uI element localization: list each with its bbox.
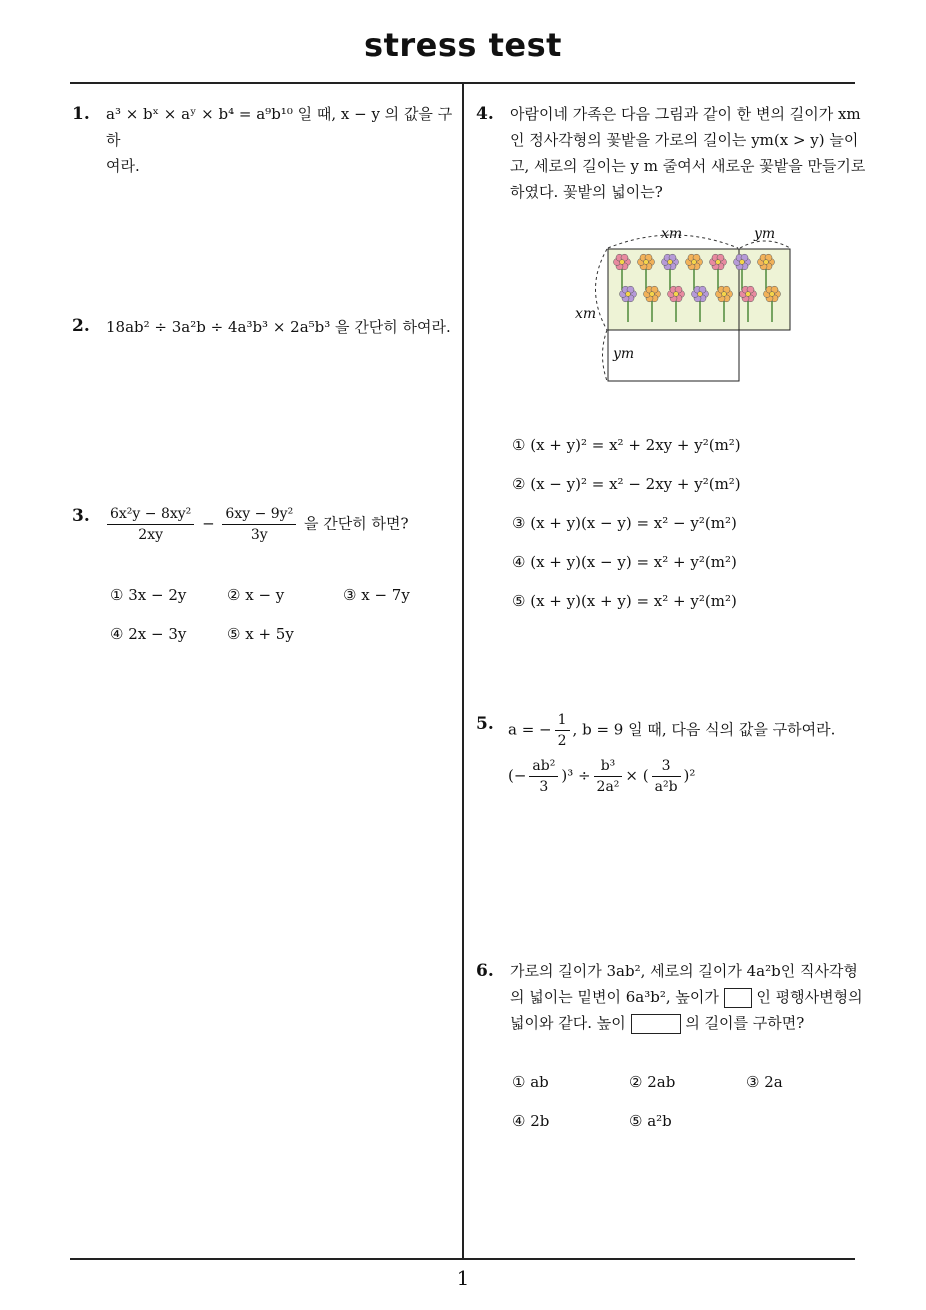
question-6-line-3 xyxy=(510,1010,863,1036)
page-title: stress test xyxy=(364,26,562,64)
footer-rule xyxy=(70,1258,855,1260)
fraction-2 xyxy=(222,504,296,545)
question-4-choice-1[interactable]: ① (x + y)² = x² + 2xy + y²(m²) xyxy=(512,436,741,454)
height-blank-box xyxy=(724,988,752,1008)
page-number: 1 xyxy=(456,1266,470,1290)
question-3-choice-5[interactable]: ⑤ x + 5y xyxy=(227,625,294,643)
a-fraction-denominator: 2 xyxy=(557,733,567,749)
left-y-arc xyxy=(603,330,608,381)
left-x-arc xyxy=(596,249,608,330)
label-left-y: ym xyxy=(613,346,635,362)
label-top-x: xm xyxy=(661,226,683,242)
expr-fraction-1-numerator: ab² xyxy=(529,756,558,777)
question-4-line-3: 고, 세로의 길이는 y m 줄여서 새로운 꽃밭을 만들기로 xyxy=(510,157,866,175)
expr-mid-1: )³ ÷ xyxy=(561,766,591,785)
question-5-rest: , b = 9 일 때, 다음 식의 값을 구하여라. xyxy=(572,720,836,739)
question-4-choice-3[interactable]: ③ (x + y)(x − y) = x² − y²(m²) xyxy=(512,514,737,532)
question-6-line-2-end: 인 평행사변형의 xyxy=(756,988,863,1006)
minus-sign: − xyxy=(202,514,215,533)
expr-open: (− xyxy=(508,766,527,785)
question-6-text xyxy=(510,958,863,1036)
question-3-suffix: 을 간단히 하면? xyxy=(303,514,409,533)
a-fraction xyxy=(555,710,570,751)
expr-fraction-1-denominator: 3 xyxy=(539,779,549,795)
height-blank-box-2 xyxy=(631,1014,681,1034)
question-4-line-4: 하였다. 꽃밭의 넓이는? xyxy=(510,183,663,201)
question-5-condition xyxy=(508,710,835,751)
fraction-1-denominator: 2xy xyxy=(138,527,163,543)
question-6-line-2 xyxy=(510,984,863,1010)
expr-fraction-3 xyxy=(652,756,681,797)
question-3-choice-2[interactable]: ② x − y xyxy=(227,586,285,604)
question-3-expression xyxy=(104,504,409,545)
question-6-choice-4[interactable]: ④ 2b xyxy=(512,1112,550,1130)
question-4-choice-4[interactable]: ④ (x + y)(x − y) = x² + y²(m²) xyxy=(512,553,737,571)
fraction-1-numerator: 6x²y − 8xy² xyxy=(107,504,194,525)
question-2-text: 18ab² ÷ 3a²b ÷ 4a³b³ × 2a⁵b³ 을 간단히 하여라. xyxy=(106,318,451,336)
fraction-1 xyxy=(107,504,194,545)
expr-fraction-1 xyxy=(529,756,558,797)
question-6-line-3-end: 의 길이를 구하면? xyxy=(685,1014,805,1032)
question-4-choice-2[interactable]: ② (x − y)² = x² − 2xy + y²(m²) xyxy=(512,475,741,493)
expr-mid-2: × ( xyxy=(625,766,649,785)
question-1-line-2: 여라. xyxy=(106,157,140,175)
flower-bed-figure xyxy=(570,222,800,387)
expr-fraction-3-denominator: a²b xyxy=(654,779,678,795)
a-fraction-numerator: 1 xyxy=(555,710,570,731)
a-value-prefix: a = − xyxy=(508,720,552,739)
question-3-choice-1[interactable]: ① 3x − 2y xyxy=(110,586,187,604)
question-6-line-1: 가로의 길이가 3ab², 세로의 길이가 4a²b인 직사각형 xyxy=(510,962,858,980)
question-4-number: 4. xyxy=(476,104,494,124)
question-6-choice-5[interactable]: ⑤ a²b xyxy=(629,1112,672,1130)
label-top-y: ym xyxy=(754,226,776,242)
fraction-2-numerator: 6xy − 9y² xyxy=(222,504,296,525)
question-6-line-3-start: 넓이와 같다. 높이 xyxy=(510,1014,626,1032)
column-divider xyxy=(462,84,464,1258)
question-6-choice-2[interactable]: ② 2ab xyxy=(629,1073,676,1091)
question-3-number: 3. xyxy=(72,506,90,526)
flower-bed-diagram xyxy=(570,222,800,387)
question-4-text xyxy=(510,101,866,205)
question-4-choice-5[interactable]: ⑤ (x + y)(x + y) = x² + y²(m²) xyxy=(512,592,737,610)
question-3-choice-4[interactable]: ④ 2x − 3y xyxy=(110,625,187,643)
question-5-expression xyxy=(508,756,695,797)
label-left-x: xm xyxy=(575,306,597,322)
question-3-choice-3[interactable]: ③ x − 7y xyxy=(343,586,410,604)
expr-close: )² xyxy=(683,766,696,785)
expr-fraction-2 xyxy=(594,756,623,797)
question-1-number: 1. xyxy=(72,104,90,124)
question-6-number: 6. xyxy=(476,961,494,981)
expr-fraction-3-numerator: 3 xyxy=(652,756,681,777)
expr-fraction-2-denominator: 2a² xyxy=(596,779,620,795)
question-5-number: 5. xyxy=(476,714,494,734)
question-6-line-2-start: 의 넓이는 밑변이 6a³b², 높이가 xyxy=(510,988,719,1006)
question-1 xyxy=(106,101,458,179)
question-6-choice-1[interactable]: ① ab xyxy=(512,1073,549,1091)
fraction-2-denominator: 3y xyxy=(250,527,268,543)
question-6-choice-3[interactable]: ③ 2a xyxy=(746,1073,783,1091)
top-y-arc xyxy=(740,241,790,248)
question-4-line-1: 아람이네 가족은 다음 그림과 같이 한 변의 길이가 xm xyxy=(510,105,861,123)
expr-fraction-2-numerator: b³ xyxy=(594,756,623,777)
question-1-line-1: a³ × bˣ × aʸ × b⁴ = a⁹b¹⁰ 일 때, x − y 의 값을 구하 xyxy=(106,105,453,149)
question-4-line-2: 인 정사각형의 꽃밭을 가로의 길이는 ym(x > y) 늘이 xyxy=(510,131,859,149)
question-2-number: 2. xyxy=(72,316,90,336)
